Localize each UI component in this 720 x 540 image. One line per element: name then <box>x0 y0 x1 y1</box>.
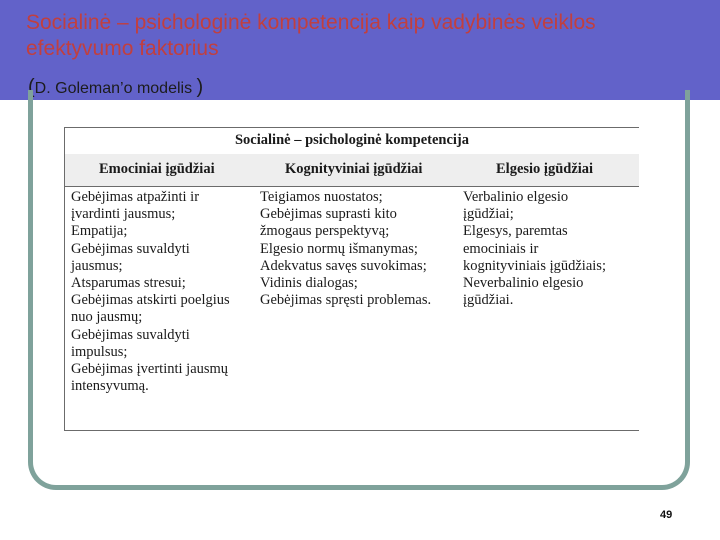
cell-line: emociniais ir <box>463 240 539 257</box>
cell-line: Teigiamos nuostatos; <box>260 189 383 205</box>
subtitle-open-paren: ( <box>28 76 35 98</box>
cell-line: įgūdžiai. <box>463 292 514 309</box>
cell-line: Empatija; <box>71 223 128 240</box>
cell-line: Gebėjimas spręsti problemas. <box>260 292 432 309</box>
cell-line: Elgesio normų išmanymas; <box>260 240 418 257</box>
competence-table <box>64 127 639 431</box>
cell-line: impulsus; <box>71 343 128 360</box>
cell-line: Vidinis dialogas; <box>260 275 358 292</box>
cell-line: kognityviniais įgūdžiais; <box>463 257 606 274</box>
column-cognitive <box>260 189 431 309</box>
cell-line: Atsparumas stresui; <box>71 275 186 292</box>
cell-line: Adekvatus savęs suvokimas; <box>260 257 427 274</box>
header-behavioral: Elgesio įgūdžiai <box>496 161 594 177</box>
cell-line: Gebėjimas suprasti kito <box>260 206 397 223</box>
cell-line: įgūdžiai; <box>463 206 514 223</box>
header-cognitive: Kognityviniai įgūdžiai <box>285 161 423 177</box>
cell-line: jausmus; <box>71 257 123 274</box>
slide-title: Socialinė – psichologinė kompetencija kaip vadybinės veiklos efektyvumo faktorius <box>26 11 596 60</box>
cell-line: Gebėjimas atpažinti ir <box>71 189 200 205</box>
cell-line: Neverbalinio elgesio <box>463 275 584 292</box>
cell-line: Gebėjimas suvaldyti <box>71 240 190 257</box>
page-number: 49 <box>660 509 673 521</box>
cell-line: Verbalinio elgesio <box>463 189 569 205</box>
cell-line: Gebėjimas atskirti poelgius <box>71 292 230 309</box>
cell-line: Elgesys, paremtas <box>463 223 568 240</box>
cell-line: žmogaus perspektyvą; <box>260 223 390 240</box>
cell-line: Gebėjimas įvertinti jausmų <box>71 361 229 378</box>
subtitle-text: D. Goleman’o modelis <box>34 80 193 97</box>
cell-line: Gebėjimas suvaldyti <box>71 326 190 343</box>
column-emotional <box>71 189 230 395</box>
table-title: Socialinė – psichologinė kompetencija <box>234 132 470 148</box>
header-emotional: Emociniai įgūdžiai <box>99 161 215 177</box>
table-header-row <box>65 154 639 187</box>
cell-line: įvardinti jausmus; <box>71 206 176 223</box>
column-behavioral <box>463 189 606 309</box>
cell-line: nuo jausmų; <box>71 309 143 326</box>
subtitle-close-paren: ) <box>196 76 204 98</box>
cell-line: intensyvumą. <box>71 378 149 395</box>
